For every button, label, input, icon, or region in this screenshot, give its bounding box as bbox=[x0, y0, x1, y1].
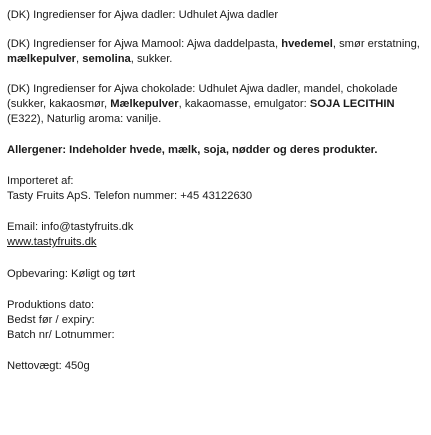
mamool-intro: (DK) Ingredienser for Ajwa Mamool: Ajwa daddelpasta, bbox=[7, 38, 282, 50]
net-weight-info bbox=[7, 359, 425, 374]
contact-info bbox=[7, 220, 425, 250]
ajwa-mamool-ingredients bbox=[7, 37, 425, 67]
chocolate-mid: , kakaomasse, emulgator: bbox=[178, 98, 310, 110]
importer-details: Tasty Fruits ApS. Telefon nummer: +45 43122630 bbox=[7, 190, 253, 202]
mamool-allergen-semolina: semolina bbox=[82, 53, 131, 65]
storage-info bbox=[7, 267, 425, 282]
chocolate-rest: (E322), Naturlig aroma: vanilje. bbox=[7, 113, 162, 125]
best-before-label: Bedst før / expiry: bbox=[7, 314, 95, 326]
ajwa-dates-text: (DK) Ingredienser for Ajwa dadler: Udhulet Ajwa dadler bbox=[7, 9, 279, 21]
contact-email: Email: info@tastyfruits.dk bbox=[7, 221, 134, 233]
production-date-label: Produktions dato: bbox=[7, 299, 95, 311]
importer-info bbox=[7, 174, 425, 204]
chocolate-intro: (DK) Ingredienser for Ajwa chokolade: Udhulet Ajwa dadler, mandel, chokolade (sukker, kakaosmør, bbox=[7, 83, 398, 110]
website-link[interactable]: www.tastyfruits.dk bbox=[7, 236, 97, 248]
net-weight-text: Nettovægt: 450g bbox=[7, 360, 90, 372]
production-info bbox=[7, 298, 425, 343]
mamool-sep2: , bbox=[76, 53, 83, 65]
ajwa-chocolate-ingredients bbox=[7, 82, 425, 127]
allergens-text: Allergener: Indeholder hvede, mælk, soja, nødder og deres produkter. bbox=[7, 144, 378, 156]
mamool-rest: , sukker. bbox=[130, 53, 173, 65]
ajwa-dates-ingredients bbox=[7, 8, 425, 23]
mamool-allergen-milk: mælkepulver bbox=[7, 53, 77, 65]
chocolate-allergen-soy: SOJA LECITHIN bbox=[309, 98, 395, 110]
importer-label: Importeret af: bbox=[7, 175, 74, 187]
batch-number-label: Batch nr/ Lotnummer: bbox=[7, 329, 115, 341]
mamool-sep1: , smør erstatning, bbox=[332, 38, 420, 50]
chocolate-allergen-milk: Mælkepulver bbox=[110, 98, 179, 110]
allergens-statement bbox=[7, 143, 425, 158]
mamool-allergen-wheat: hvedemel bbox=[281, 38, 333, 50]
storage-text: Opbevaring: Køligt og tørt bbox=[7, 268, 136, 280]
